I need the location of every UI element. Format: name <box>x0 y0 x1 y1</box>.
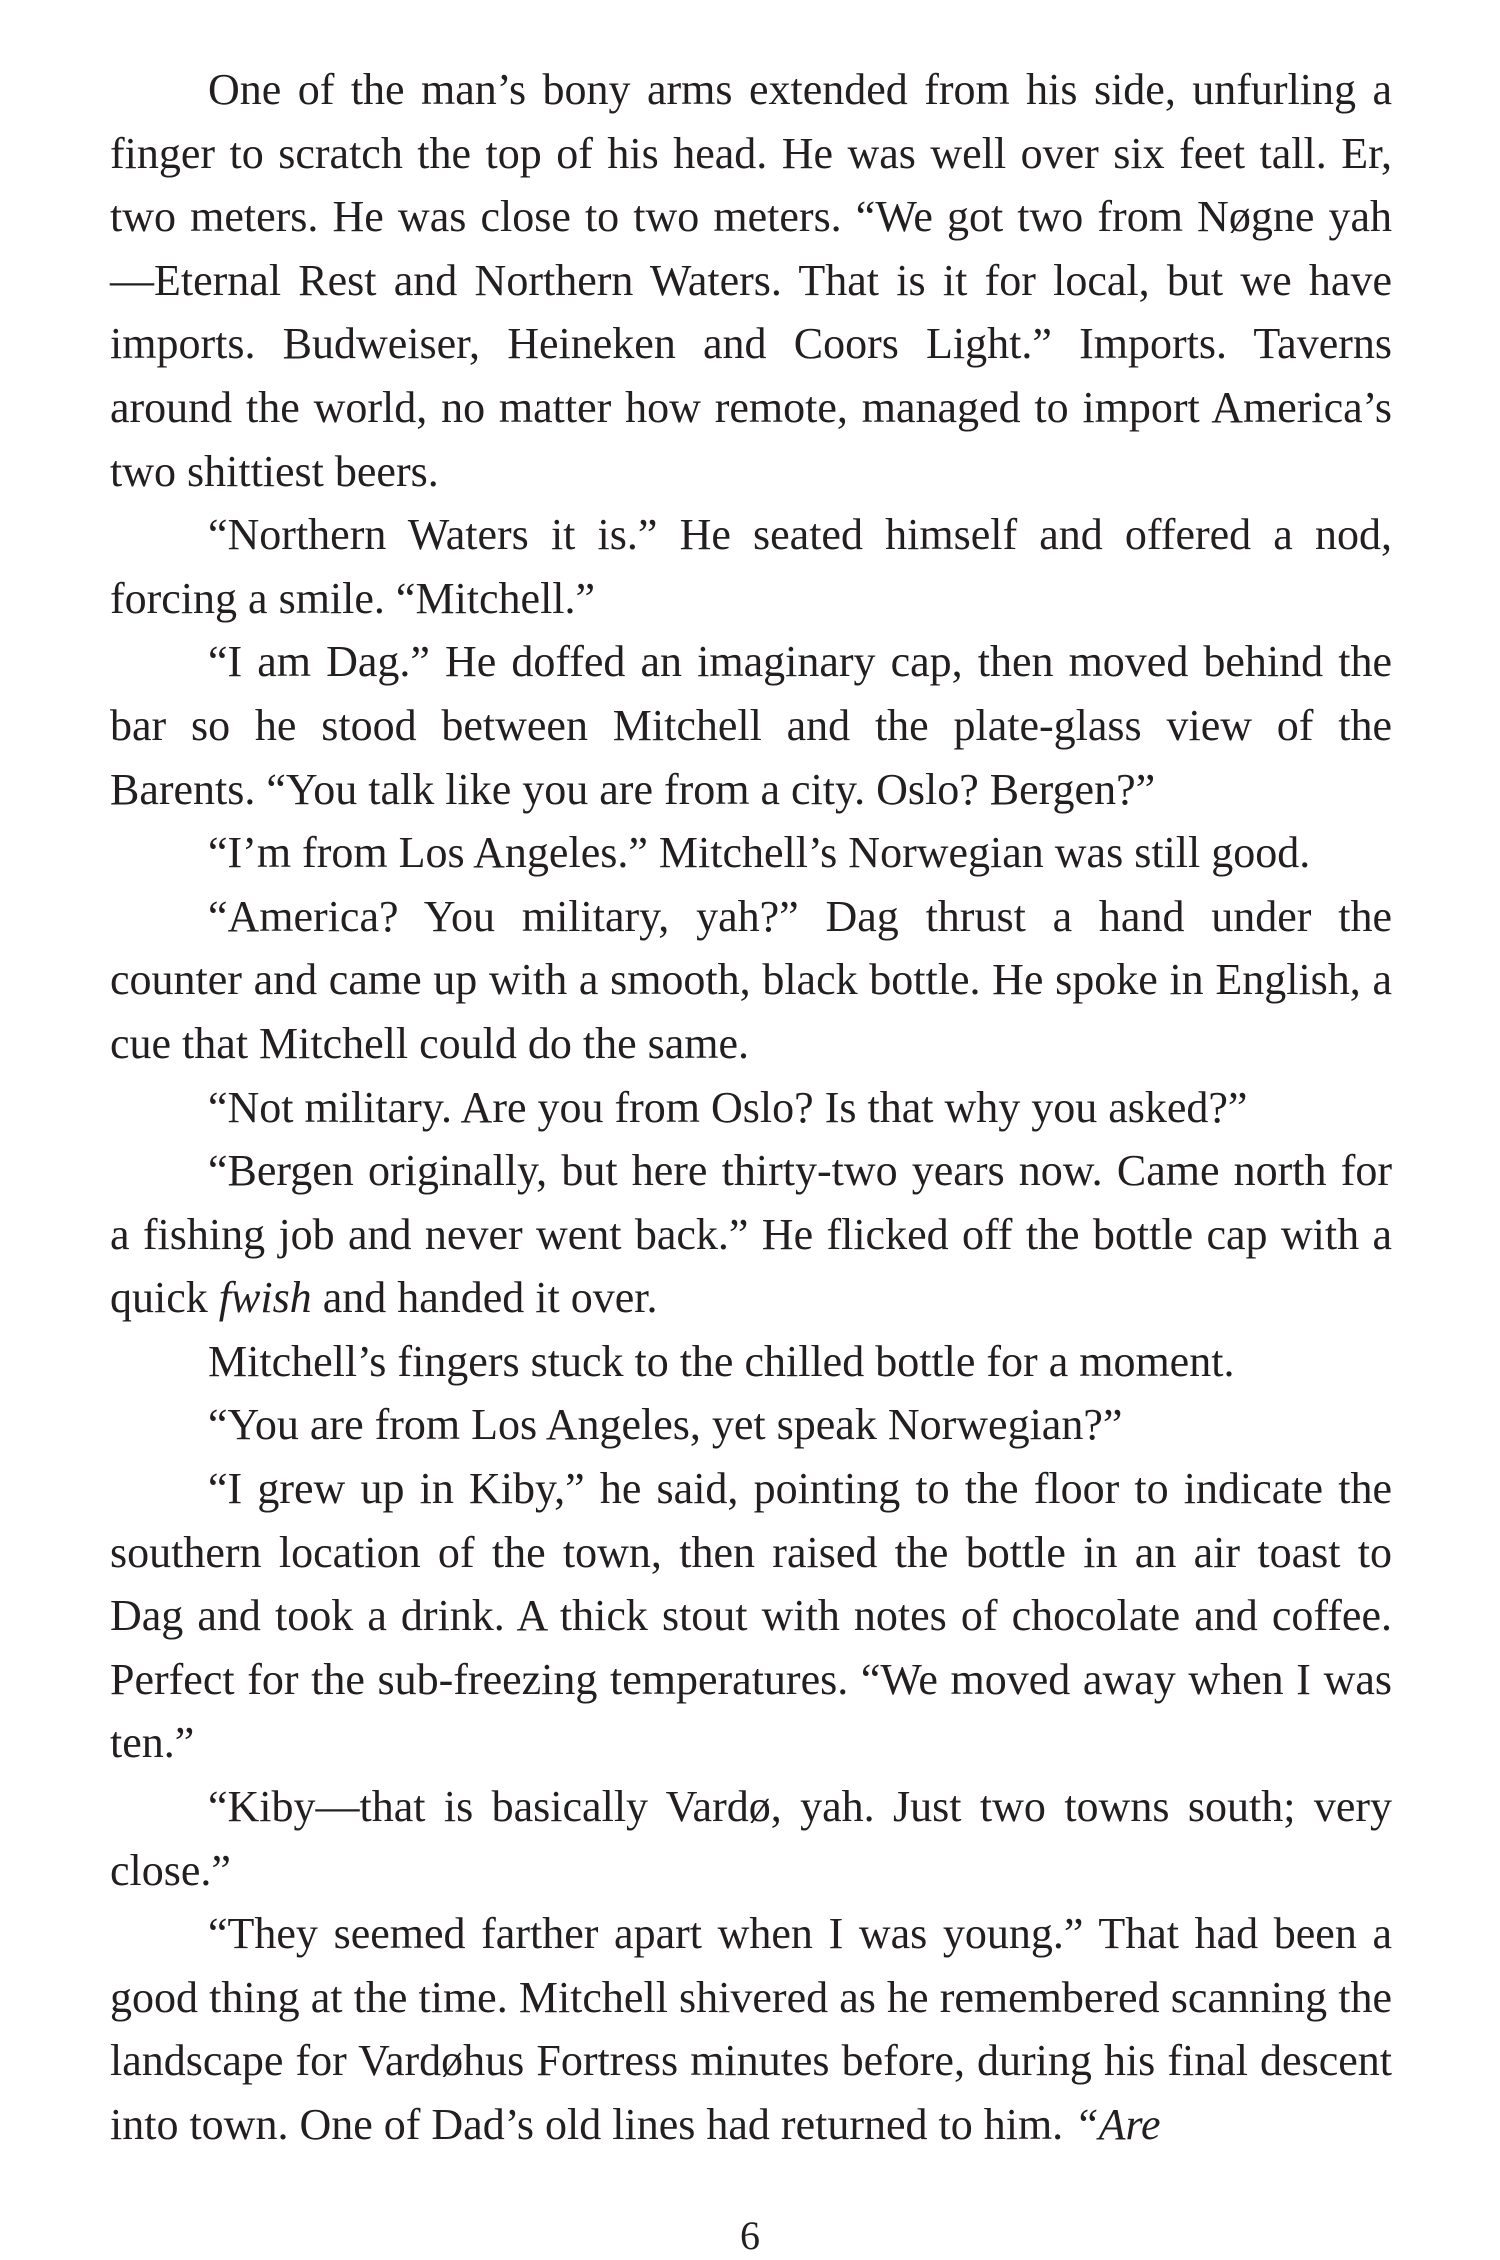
paragraph-text: “I am Dag.” He doffed an imaginary cap, then moved behind the bar so he stood between Mitchell and the plate-glass view of the Barents. “You talk like you are from a city. Oslo? Bergen?” <box>110 637 1392 814</box>
paragraph-text: “I grew up in Kiby,” he said, pointing to the floor to indicate the southern location of the town, then raised the bottle in an air toast to Dag and took a drink. A thick stout with notes of chocolate and coffee. Perfect for the sub-freezing temperatures. “We moved away when I was ten.” <box>110 1464 1392 1768</box>
paragraph <box>110 58 1392 503</box>
paragraph <box>110 503 1392 630</box>
paragraph-text: One of the man’s bony arms extended from his side, unfurling a finger to scratch the top of his head. He was well over six feet tall. Er, two meters. He was close to two meters. “We got two from Nøgne yah—Eternal Rest and Northern Waters. That is it for local, but we have imports. Budweiser, Heineken and Coors Light.” Imports. Taverns around the world, no matter how remote, managed to import America’s two shittiest beers. <box>110 65 1392 496</box>
paragraph-text: “Not military. Are you from Oslo? Is that why you asked?” <box>208 1082 1248 1132</box>
paragraph <box>110 885 1392 1076</box>
paragraph-text: “Bergen originally, but here thirty-two years now. Came north for a fishing job and never went back.” He flicked off the bottle cap with a quick <box>110 1146 1392 1323</box>
paragraph-text: and handed it over. <box>311 1273 658 1323</box>
paragraph <box>110 1076 1392 1140</box>
paragraph <box>110 1393 1392 1457</box>
paragraph-text: “I’m from Los Angeles.” Mitchell’s Norwegian was still good. <box>208 828 1311 878</box>
paragraph-text: “You are from Los Angeles, yet speak Norwegian?” <box>208 1400 1123 1450</box>
italic-text: “Are <box>1074 2100 1161 2149</box>
italic-text: fwish <box>218 1273 312 1323</box>
paragraph-text: “They seemed farther apart when I was young.” That had been a good thing at the time. Mitchell shivered as he remembered scanning the landscape for Vardøhus Fortress minutes before, during his final descent into town. One of Dad’s old lines had returned to him. <box>110 1909 1392 2149</box>
page-number: 6 <box>740 2213 760 2258</box>
paragraph <box>110 821 1392 885</box>
paragraph <box>110 1775 1392 1902</box>
page-body <box>110 58 1392 2157</box>
paragraph <box>110 630 1392 821</box>
paragraph-text: “Northern Waters it is.” He seated himself and offered a nod, forcing a smile. “Mitchell.” <box>110 510 1392 623</box>
paragraph-text: “America? You military, yah?” Dag thrust a hand under the counter and came up with a smooth, black bottle. He spoke in English, a cue that Mitchell could do the same. <box>110 891 1392 1068</box>
paragraph <box>110 1139 1392 1330</box>
paragraph <box>110 1457 1392 1775</box>
paragraph-text: Mitchell’s fingers stuck to the chilled bottle for a moment. <box>208 1336 1235 1386</box>
paragraph-text: “Kiby—that is basically Vardø, yah. Just two towns south; very close.” <box>110 1782 1392 1895</box>
paragraph <box>110 1902 1392 2156</box>
paragraph <box>110 1330 1392 1394</box>
